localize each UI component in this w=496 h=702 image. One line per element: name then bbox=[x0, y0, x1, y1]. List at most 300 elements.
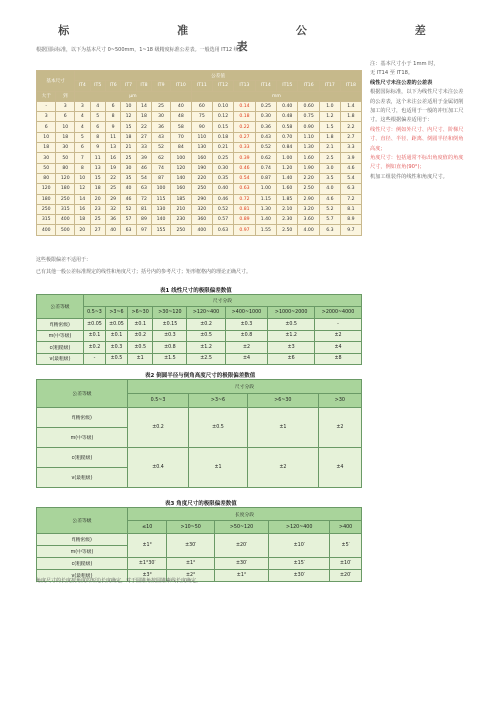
table-cell: 97 bbox=[136, 225, 151, 235]
table-cell: 4 bbox=[90, 101, 105, 111]
grade-header: 公差等级 bbox=[37, 295, 84, 319]
table-cell: ±0.5 bbox=[187, 330, 225, 342]
table-cell: 46 bbox=[121, 194, 136, 204]
table-cell: 155 bbox=[152, 225, 171, 235]
table-cell: 84 bbox=[170, 143, 191, 153]
table-cell: ±0.5 bbox=[127, 342, 152, 354]
table-cell: 18 bbox=[90, 184, 105, 194]
table-cell: 4.6 bbox=[319, 194, 340, 204]
table-cell: 2.50 bbox=[298, 184, 319, 194]
table-cell: 0.58 bbox=[277, 122, 298, 132]
table-cell: ±0.5 bbox=[189, 408, 248, 448]
table-cell: 21 bbox=[121, 143, 136, 153]
table-cell: 0.87 bbox=[255, 173, 276, 183]
grade-header: IT5 bbox=[90, 81, 105, 91]
table-cell: 4.00 bbox=[298, 225, 319, 235]
table-cell: 50 bbox=[37, 163, 56, 173]
table-cell: 1.4 bbox=[340, 101, 361, 111]
grade-header: IT16 bbox=[298, 81, 319, 91]
table-cell: ±1.5 bbox=[153, 353, 187, 365]
table-cell: ±0.2 bbox=[127, 330, 152, 342]
table-cell: 12 bbox=[75, 184, 90, 194]
table-cell: 8.1 bbox=[340, 204, 361, 214]
grade-cell: c(粗糙级) bbox=[37, 448, 128, 468]
table-cell: 18 bbox=[75, 215, 90, 225]
table-cell: 0.52 bbox=[255, 143, 276, 153]
table2-title: 表2 倒圆半径与倒角高度尺寸的极限偏差数值 bbox=[145, 373, 256, 379]
table-cell: - bbox=[37, 101, 56, 111]
table-cell: 250 bbox=[170, 225, 191, 235]
table-cell: 3 bbox=[37, 112, 56, 122]
grade-header: IT15 bbox=[277, 81, 298, 91]
table-cell: ±0.5 bbox=[268, 319, 315, 331]
table-cell: 30 bbox=[37, 153, 56, 163]
size-header: 尺寸分段 bbox=[128, 380, 362, 394]
table-cell: 0.33 bbox=[234, 143, 255, 153]
table-row bbox=[37, 319, 362, 331]
table-cell: 18 bbox=[56, 132, 75, 142]
exclusion-heading: 这些极限偏差不适用于： bbox=[36, 257, 92, 263]
table-cell: ±2.5 bbox=[187, 353, 225, 365]
grade-header: IT6 bbox=[105, 81, 120, 91]
table-cell: 43 bbox=[152, 132, 171, 142]
table-cell: 3.0 bbox=[319, 163, 340, 173]
table-cell: 1.55 bbox=[255, 225, 276, 235]
side-note: 线性尺寸：例如外尺寸、内尺寸、阶梯尺寸、直径、半径、距离、倒圆半径和倒角高度； bbox=[370, 126, 464, 152]
table-cell: 16 bbox=[75, 204, 90, 214]
table-cell: 100 bbox=[170, 153, 191, 163]
table-cell: ±0.2 bbox=[187, 319, 225, 331]
table-cell: 23 bbox=[90, 204, 105, 214]
table-cell: ±2 bbox=[225, 342, 268, 354]
grade-header: IT18 bbox=[340, 81, 361, 91]
table-cell: 5.7 bbox=[319, 215, 340, 225]
grade-header: 公差等级 bbox=[37, 380, 128, 408]
table-cell: 27 bbox=[90, 225, 105, 235]
table-cell: 62 bbox=[152, 153, 171, 163]
size-header: 尺寸分段 bbox=[84, 295, 362, 307]
table-cell: c(粗糙级) bbox=[37, 342, 84, 354]
table-cell: 50 bbox=[56, 153, 75, 163]
range-header: 0.5~3 bbox=[84, 307, 106, 319]
table-cell: 1.20 bbox=[277, 163, 298, 173]
unit-um: μm bbox=[75, 91, 192, 101]
table-cell: 9 bbox=[90, 143, 105, 153]
table-cell: 89 bbox=[136, 215, 151, 225]
table-cell: 11 bbox=[90, 153, 105, 163]
table-cell: 2.1 bbox=[319, 143, 340, 153]
table-cell: 19 bbox=[105, 163, 120, 173]
table-cell: ±10′ bbox=[269, 534, 330, 558]
unit-mm: mm bbox=[191, 91, 361, 101]
table-cell: 9 bbox=[105, 122, 120, 132]
grade-header: IT11 bbox=[191, 81, 212, 91]
grade-header: IT8 bbox=[136, 81, 151, 91]
table-cell: 0.81 bbox=[234, 204, 255, 214]
table-cell: 0.18 bbox=[234, 112, 255, 122]
table-cell: ±3 bbox=[268, 342, 315, 354]
table-cell: 72 bbox=[136, 194, 151, 204]
table-cell: 74 bbox=[152, 163, 171, 173]
table-row bbox=[37, 153, 362, 163]
table-cell: 10 bbox=[121, 101, 136, 111]
table-cell: ±0.1 bbox=[105, 330, 127, 342]
table-cell: 0.90 bbox=[298, 122, 319, 132]
table-cell: 2.10 bbox=[277, 204, 298, 214]
table-cell: ±0.8 bbox=[225, 330, 268, 342]
table-cell: 18 bbox=[37, 143, 56, 153]
table-cell: 0.60 bbox=[298, 101, 319, 111]
table-cell: 33 bbox=[136, 143, 151, 153]
table-cell: 1.15 bbox=[255, 194, 276, 204]
table-cell: 8.9 bbox=[340, 215, 361, 225]
table-cell: 40 bbox=[121, 184, 136, 194]
range-header: >6~30 bbox=[247, 394, 318, 408]
table-row bbox=[37, 448, 362, 468]
table-cell: ±0.3 bbox=[105, 342, 127, 354]
table-cell: ±1.2 bbox=[268, 330, 315, 342]
table-cell: 4.6 bbox=[340, 163, 361, 173]
table-cell: 130 bbox=[152, 204, 171, 214]
table-cell: ±1 bbox=[127, 353, 152, 365]
table-row bbox=[37, 163, 362, 173]
table-cell: 0.52 bbox=[212, 204, 233, 214]
table-cell: 400 bbox=[37, 225, 56, 235]
table-cell: 0.18 bbox=[212, 132, 233, 142]
table-cell: 250 bbox=[56, 194, 75, 204]
table-cell: ±0.5 bbox=[105, 353, 127, 365]
table-cell: 2.2 bbox=[340, 122, 361, 132]
range-header: >30 bbox=[318, 394, 361, 408]
table-cell: 160 bbox=[170, 184, 191, 194]
table-cell: v(最粗级) bbox=[37, 353, 84, 365]
table-cell: 0.89 bbox=[234, 215, 255, 225]
table-cell: 27 bbox=[136, 132, 151, 142]
table-cell: 57 bbox=[121, 215, 136, 225]
grade-cell: v(最粗级) bbox=[37, 468, 128, 488]
table-cell: 90 bbox=[191, 122, 212, 132]
table-cell: 4.0 bbox=[319, 184, 340, 194]
table-cell: ±30′ bbox=[214, 558, 268, 570]
table-cell: 2.7 bbox=[340, 132, 361, 142]
table-cell: 315 bbox=[56, 204, 75, 214]
table-cell: 1.90 bbox=[298, 163, 319, 173]
table-cell: 2.90 bbox=[298, 194, 319, 204]
table-cell: 1.2 bbox=[319, 112, 340, 122]
table-cell: 2.5 bbox=[319, 153, 340, 163]
table-cell: 0.30 bbox=[255, 112, 276, 122]
table-cell: ±6 bbox=[268, 353, 315, 365]
table-cell: 8 bbox=[105, 112, 120, 122]
table-cell: 4 bbox=[75, 122, 90, 132]
table-row bbox=[37, 173, 362, 183]
table-cell: 0.40 bbox=[212, 184, 233, 194]
table-cell: 0.21 bbox=[212, 143, 233, 153]
table-cell: 3.5 bbox=[319, 173, 340, 183]
grade-cell: v(最粗级) bbox=[37, 570, 128, 582]
table-cell: 15 bbox=[121, 122, 136, 132]
grade-cell: c(粗糙级) bbox=[37, 558, 128, 570]
table-cell: 80 bbox=[56, 163, 75, 173]
table-cell: 210 bbox=[170, 204, 191, 214]
table-cell: ±0.3 bbox=[225, 319, 268, 331]
table-cell: 32 bbox=[105, 204, 120, 214]
table-cell: 35 bbox=[121, 173, 136, 183]
exclusion-text: 已有其他一般公差标准规定的线性和角度尺寸；括号内的参考尺寸；矩形框格内的理论正确尺寸。 bbox=[36, 269, 252, 275]
grade-header: IT13 bbox=[234, 81, 255, 91]
table-cell: 6 bbox=[75, 143, 90, 153]
table-cell: 60 bbox=[191, 101, 212, 111]
table-cell: 1.00 bbox=[277, 153, 298, 163]
table-cell: 3 bbox=[56, 101, 75, 111]
table-cell: 63 bbox=[121, 225, 136, 235]
table-row bbox=[37, 330, 362, 342]
table-cell: 6 bbox=[56, 112, 75, 122]
table-cell: 30 bbox=[56, 143, 75, 153]
table-cell: 20 bbox=[75, 225, 90, 235]
table-row bbox=[37, 122, 362, 132]
table-cell: 6 bbox=[37, 122, 56, 132]
table-row bbox=[37, 143, 362, 153]
table-cell: 52 bbox=[121, 204, 136, 214]
table-cell: 25 bbox=[90, 215, 105, 225]
table-cell: 100 bbox=[152, 184, 171, 194]
table-cell: 0.40 bbox=[277, 101, 298, 111]
table-cell: 13 bbox=[90, 163, 105, 173]
table-cell: 0.15 bbox=[212, 122, 233, 132]
grade-cell: m(中等级) bbox=[37, 546, 128, 558]
range-header: >6~30 bbox=[127, 307, 152, 319]
table-cell: 290 bbox=[191, 194, 212, 204]
table-cell: 7 bbox=[75, 153, 90, 163]
table-cell: 25 bbox=[105, 184, 120, 194]
range-header: >120~400 bbox=[269, 521, 330, 534]
table-cell: 185 bbox=[170, 194, 191, 204]
table-cell: 16 bbox=[105, 153, 120, 163]
table-cell: ±1°30′ bbox=[128, 558, 167, 570]
table-cell: 1.10 bbox=[298, 132, 319, 142]
table-row bbox=[37, 408, 362, 428]
table-cell: 14 bbox=[75, 194, 90, 204]
footer-note: 角度尺寸的长度按角度的短边长度确定，对于圆锥角按圆锥素线长度确定。 bbox=[36, 578, 202, 584]
table-cell: 81 bbox=[136, 204, 151, 214]
table-cell: 18 bbox=[121, 132, 136, 142]
table-cell: 315 bbox=[37, 215, 56, 225]
table-cell: 140 bbox=[170, 173, 191, 183]
table-cell: 40 bbox=[170, 101, 191, 111]
table-cell: ±0.1 bbox=[84, 330, 106, 342]
table-row bbox=[37, 215, 362, 225]
grade-header: IT7 bbox=[121, 81, 136, 91]
range-header: >1000~2000 bbox=[268, 307, 315, 319]
table-cell: ±5′ bbox=[330, 534, 362, 558]
table-row bbox=[37, 132, 362, 142]
table-row bbox=[37, 112, 362, 122]
table-cell: 58 bbox=[170, 122, 191, 132]
table-row bbox=[37, 204, 362, 214]
table-cell: 1.0 bbox=[319, 101, 340, 111]
grade-cell: f(精密级) bbox=[37, 408, 128, 428]
table-cell: 30 bbox=[152, 112, 171, 122]
table-cell: 22 bbox=[105, 173, 120, 183]
table-cell: 220 bbox=[191, 173, 212, 183]
table-cell: 10 bbox=[56, 122, 75, 132]
table-cell: ±2 bbox=[318, 408, 361, 448]
table-cell: 6 bbox=[90, 122, 105, 132]
table-cell: 46 bbox=[136, 163, 151, 173]
table-cell: 230 bbox=[170, 215, 191, 225]
table-cell: 0.63 bbox=[234, 184, 255, 194]
range-header: >50~120 bbox=[214, 521, 268, 534]
table-cell: 6.3 bbox=[319, 225, 340, 235]
table-cell: 120 bbox=[56, 173, 75, 183]
grade-header: 公差等级 bbox=[37, 508, 128, 534]
table-cell: 3.9 bbox=[340, 153, 361, 163]
table-cell: 7.2 bbox=[340, 194, 361, 204]
table-cell: 1.60 bbox=[298, 153, 319, 163]
table-cell: 0.36 bbox=[255, 122, 276, 132]
header-tolerance: 公差值 bbox=[75, 71, 362, 81]
table-cell: 0.48 bbox=[277, 112, 298, 122]
table-cell: 180 bbox=[56, 184, 75, 194]
grade-header: IT9 bbox=[152, 81, 171, 91]
table-cell: 0.25 bbox=[212, 153, 233, 163]
table-cell: 12 bbox=[121, 112, 136, 122]
table-cell: 0.54 bbox=[234, 173, 255, 183]
table-cell: ±30′ bbox=[269, 570, 330, 582]
table-cell: ±4 bbox=[315, 342, 362, 354]
table-cell: ±2 bbox=[315, 330, 362, 342]
range-header: >400 bbox=[330, 521, 362, 534]
table-cell: 115 bbox=[152, 194, 171, 204]
table-cell: ±1° bbox=[214, 570, 268, 582]
table-cell: 0.63 bbox=[212, 225, 233, 235]
table-cell: 500 bbox=[56, 225, 75, 235]
table-cell: 52 bbox=[152, 143, 171, 153]
table-cell: 29 bbox=[105, 194, 120, 204]
table-cell: 0.25 bbox=[255, 101, 276, 111]
table-cell: 0.30 bbox=[212, 163, 233, 173]
table-cell: 0.70 bbox=[277, 132, 298, 142]
table-cell: 0.22 bbox=[234, 122, 255, 132]
header-over: 大于 bbox=[37, 91, 56, 101]
table-cell: ±0.2 bbox=[84, 342, 106, 354]
table-cell: 1.85 bbox=[277, 194, 298, 204]
table1-title: 表1 线性尺寸的极限偏差数值 bbox=[160, 288, 232, 294]
table-cell: 0.27 bbox=[234, 132, 255, 142]
table-cell: 8 bbox=[90, 132, 105, 142]
table-cell: 48 bbox=[170, 112, 191, 122]
grade-header: IT10 bbox=[170, 81, 191, 91]
table-cell: 6.3 bbox=[340, 184, 361, 194]
fillet-deviation-table bbox=[36, 379, 362, 488]
table-cell: 0.43 bbox=[255, 132, 276, 142]
table-cell: 400 bbox=[191, 225, 212, 235]
table-cell: 130 bbox=[191, 143, 212, 153]
table-cell: 3.20 bbox=[298, 204, 319, 214]
table-cell: 15 bbox=[90, 173, 105, 183]
table-cell: 5.4 bbox=[340, 173, 361, 183]
table-cell: 3.3 bbox=[340, 143, 361, 153]
table-cell: 4 bbox=[75, 112, 90, 122]
table-cell: 5.2 bbox=[319, 204, 340, 214]
tolerance-table bbox=[36, 70, 362, 236]
table-cell: ±4 bbox=[225, 353, 268, 365]
table-cell: 2.30 bbox=[277, 215, 298, 225]
table-cell: 0.72 bbox=[234, 194, 255, 204]
angle-deviation-table bbox=[36, 507, 362, 582]
table-cell: 63 bbox=[136, 184, 151, 194]
table-cell: ±0.8 bbox=[153, 342, 187, 354]
range-header: >120~400 bbox=[187, 307, 225, 319]
table-cell: 0.12 bbox=[212, 112, 233, 122]
table-cell: 320 bbox=[191, 204, 212, 214]
table-cell: 9.7 bbox=[340, 225, 361, 235]
side-notes bbox=[370, 60, 464, 182]
table-cell: ±1.2 bbox=[187, 342, 225, 354]
table-cell: 8 bbox=[75, 163, 90, 173]
table-cell: 1.5 bbox=[319, 122, 340, 132]
table-cell: 0.62 bbox=[255, 153, 276, 163]
table-cell: 11 bbox=[105, 132, 120, 142]
table-cell: 0.35 bbox=[212, 173, 233, 183]
grade-cell: m(中等级) bbox=[37, 428, 128, 448]
table-row bbox=[37, 101, 362, 111]
table-cell: - bbox=[315, 319, 362, 331]
side-note: 角度尺寸：包括通常不标出角度值的角度尺寸，例如直角(90°)； bbox=[370, 155, 464, 171]
table-cell: ±0.3 bbox=[153, 330, 187, 342]
table-cell: 22 bbox=[136, 122, 151, 132]
range-header: >3~6 bbox=[105, 307, 127, 319]
table-cell: 5 bbox=[75, 132, 90, 142]
side-note: 注：基本尺寸小于 1mm 时， bbox=[370, 61, 439, 67]
table-cell: 70 bbox=[170, 132, 191, 142]
table-cell: 190 bbox=[191, 163, 212, 173]
table-row bbox=[37, 184, 362, 194]
table-cell: ±0.15 bbox=[153, 319, 187, 331]
table-cell: 1.8 bbox=[319, 132, 340, 142]
table-cell: 140 bbox=[152, 215, 171, 225]
table-cell: 1.00 bbox=[255, 184, 276, 194]
table-row bbox=[37, 194, 362, 204]
grade-header: IT12 bbox=[212, 81, 233, 91]
range-header: 0.5~3 bbox=[128, 394, 189, 408]
table-cell: 2.20 bbox=[298, 173, 319, 183]
table-cell: ±20′ bbox=[330, 570, 362, 582]
table3-title: 表3 角度尺寸的极限偏差数值 bbox=[165, 501, 237, 507]
table-cell: 14 bbox=[136, 101, 151, 111]
table-cell: 5 bbox=[90, 112, 105, 122]
side-note: 机加工组装件的线性和角度尺寸。 bbox=[370, 173, 448, 180]
table-cell: 36 bbox=[105, 215, 120, 225]
table-cell: 400 bbox=[56, 215, 75, 225]
table-cell: ±0.05 bbox=[105, 319, 127, 331]
table-cell: 160 bbox=[191, 153, 212, 163]
size-header: 长度分段 bbox=[128, 508, 362, 521]
table-cell: ±0.1 bbox=[127, 319, 152, 331]
table-cell: 87 bbox=[152, 173, 171, 183]
range-header: >10~50 bbox=[167, 521, 214, 534]
side-note: 根据国际标准，以下为线性尺寸未注公差的公差表，这个未注公差适用于金属切削加工的尺寸，也适用于一般的冲压加工尺寸。这些根据偏差适用于： bbox=[370, 89, 464, 124]
table-cell: 0.57 bbox=[212, 215, 233, 225]
table-cell: 20 bbox=[90, 194, 105, 204]
table-cell: 1.40 bbox=[255, 215, 276, 225]
table-cell: 250 bbox=[37, 204, 56, 214]
table-cell: 120 bbox=[37, 184, 56, 194]
table-cell: ±1 bbox=[247, 408, 318, 448]
table-cell: ±10′ bbox=[330, 558, 362, 570]
table-row bbox=[37, 353, 362, 365]
